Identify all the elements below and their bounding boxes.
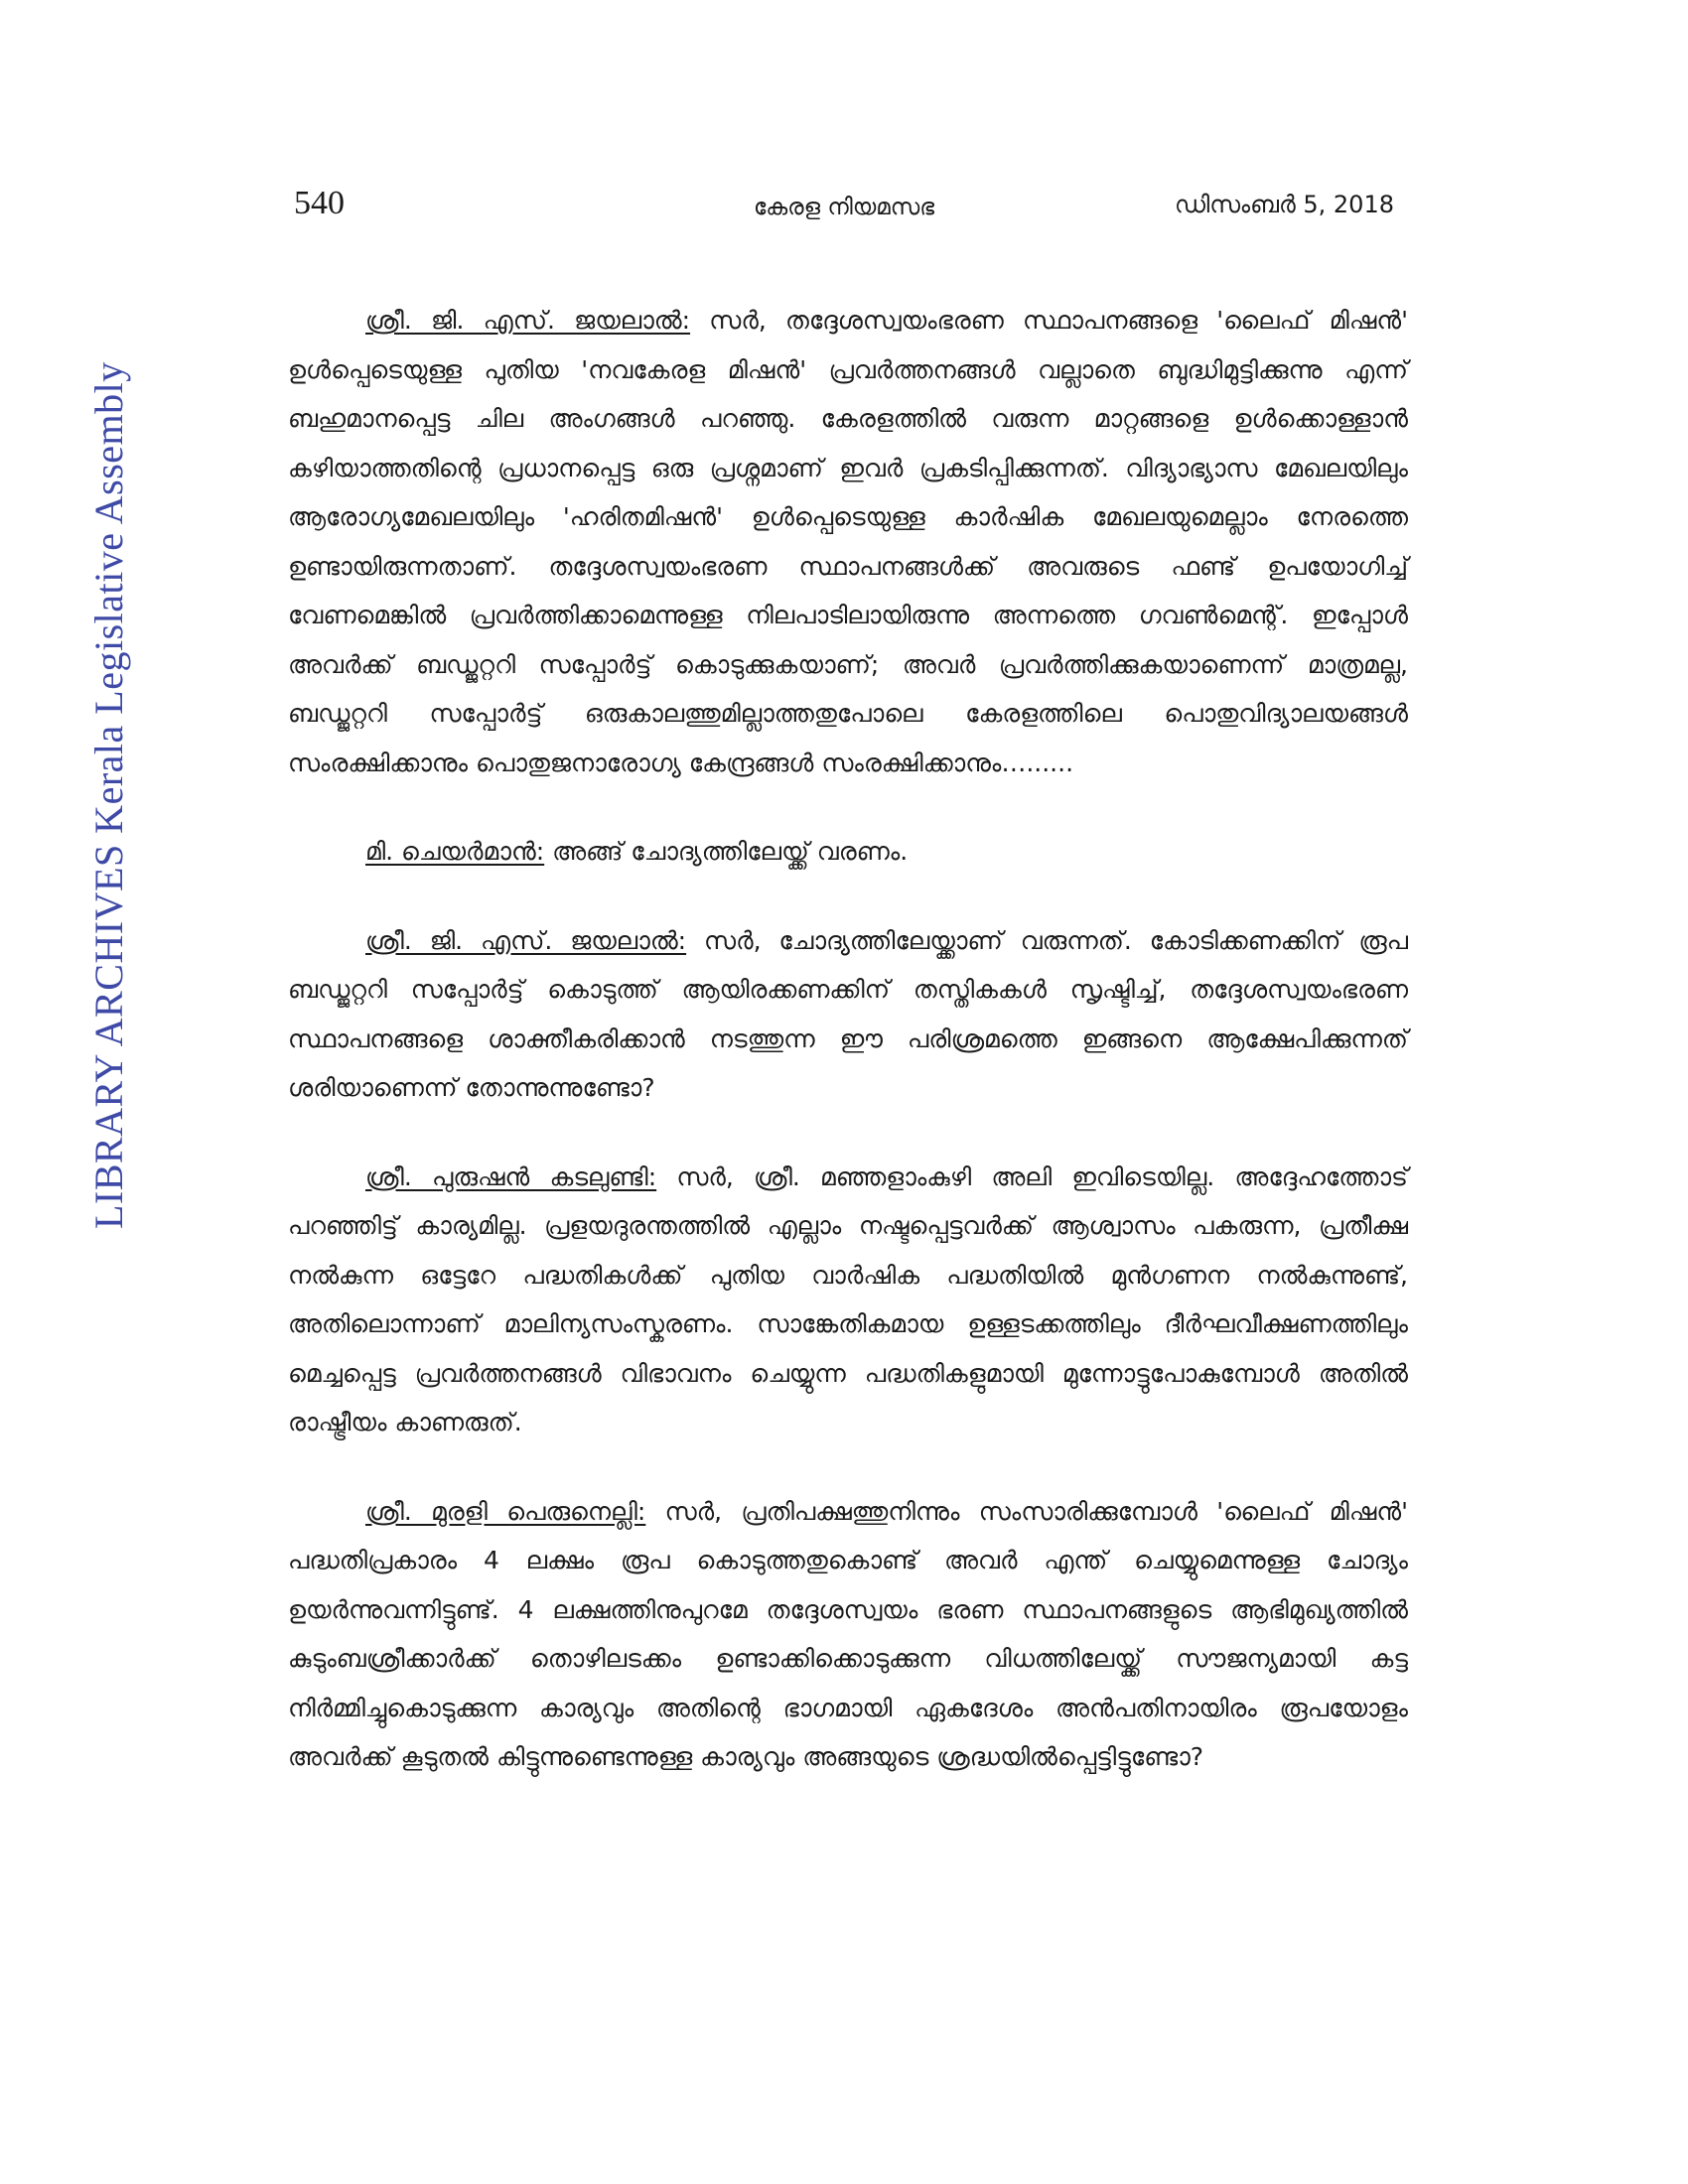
speaker-name: ശ്രീ. പുരുഷൻ കടലുണ്ടി:	[365, 1161, 657, 1191]
speaker-name: മി. ചെയർമാൻ:	[365, 837, 545, 866]
paragraph-jayalal-1	[288, 296, 1408, 787]
speech-text: സർ, തദ്ദേശസ്വയംഭരണ സ്ഥാപനങ്ങളെ 'ലൈഫ് മിഷൻ' ഉൾപ്പെടെയുള്ള പുതിയ 'നവകേരള മിഷൻ' പ്രവർത്തനങ്ങൾ വല്ലാതെ ബുദ്ധിമുട്ടിക്കുന്നു എന്ന് ബഹുമാനപ്പെട്ട ചില അംഗങ്ങൾ പറഞ്ഞു. കേരളത്തിൽ വരുന്ന മാറ്റങ്ങളെ ഉൾക്കൊള്ളാൻ കഴിയാത്തതിന്റെ പ്രധാനപ്പെട്ട ഒരു പ്രശ്നമാണ് ഇവർ പ്രകടിപ്പിക്കുന്നത്. വിദ്യാഭ്യാസ മേഖലയിലും ആരോഗ്യമേഖലയിലും 'ഹരിതമിഷൻ' ഉൾപ്പെടെയുള്ള കാർഷിക മേഖലയുമെല്ലാം നേരത്തെ ഉണ്ടായിരുന്നതാണ്. തദ്ദേശസ്വയംഭരണ സ്ഥാപനങ്ങൾക്ക് അവരുടെ ഫണ്ട് ഉപയോഗിച്ച് വേണമെങ്കിൽ പ്രവർത്തിക്കാമെന്നുള്ള നിലപാടിലായിരുന്നു അന്നത്തെ ഗവൺമെന്റ്. ഇപ്പോൾ അവർക്ക് ബഡ്ജറ്ററി സപ്പോർട്ട് കൊടുക്കുകയാണ്; അവർ പ്രവർത്തിക്കുകയാണെന്ന് മാത്രമല്ല, ബഡ്ജറ്ററി സപ്പോർട്ട് ഒരുകാലത്തുമില്ലാത്തതുപോലെ കേരളത്തിലെ പൊതുവിദ്യാലയങ്ങൾ സംരക്ഷിക്കാനും പൊതുജനാരോഗ്യ കേന്ദ്രങ്ങൾ സംരക്ഷിക്കാനും…......	[288, 306, 1408, 777]
speaker-name: ശ്രീ. ജി. എസ്. ജയലാൽ:	[365, 306, 691, 335]
speech-text: സർ, ചോദ്യത്തിലേയ്ക്കാണ് വരുന്നത്. കോടിക്കണക്കിന് രൂപ ബഡ്ജറ്ററി സപ്പോർട്ട് കൊടുത്ത് ആയിരക്കണക്കിന് തസ്തികകൾ സൃഷ്ടിച്ച്, തദ്ദേശസ്വയംഭരണ സ്ഥാപനങ്ങളെ ശാക്തീകരിക്കാൻ നടത്തുന്ന ഈ പരിശ്രമത്തെ ഇങ്ങനെ ആക്ഷേപിക്കുന്നത് ശരിയാണെന്ന് തോന്നുന്നുണ്ടോ?	[288, 925, 1408, 1102]
paragraph-murali	[288, 1487, 1408, 1782]
speech-text: സർ, പ്രതിപക്ഷത്തുനിന്നും സംസാരിക്കുമ്പോൾ 'ലൈഫ് മിഷൻ' പദ്ധതിപ്രകാരം 4 ലക്ഷം രൂപ കൊടുത്തതുകൊണ്ട് അവർ എന്ത് ചെയ്യുമെന്നുള്ള ചോദ്യം ഉയർന്നുവന്നിട്ടുണ്ട്. 4 ലക്ഷത്തിനുപുറമേ തദ്ദേശസ്വയം ഭരണ സ്ഥാപനങ്ങളുടെ ആഭിമുഖ്യത്തിൽ കുടുംബശ്രീക്കാർക്ക് തൊഴിലടക്കം ഉണ്ടാക്കിക്കൊടുക്കുന്ന വിധത്തിലേയ്ക്ക് സൗജന്യമായി കട്ട നിർമ്മിച്ചുകൊടുക്കുന്ന കാര്യവും അതിന്റെ ഭാഗമായി ഏകദേശം അൻപതിനായിരം രൂപയോളം അവർക്ക് കൂടുതൽ കിട്ടുന്നുണ്ടെന്നുള്ള കാര്യവും അങ്ങയുടെ ശ്രദ്ധയിൽപ്പെട്ടിട്ടുണ്ടോ?	[288, 1496, 1409, 1771]
running-title: കേരള നിയമസഭ	[753, 195, 935, 220]
speech-text: സർ, ശ്രീ. മഞ്ഞളാംകുഴി അലി ഇവിടെയില്ല. അദ്ദേഹത്തോട് പറഞ്ഞിട്ട് കാര്യമില്ല. പ്രളയദുരന്തത്തിൽ എല്ലാം നഷ്ടപ്പെട്ടവർക്ക് ആശ്വാസം പകരുന്ന, പ്രതീക്ഷ നൽകുന്ന ഒട്ടേറേ പദ്ധതികൾക്ക് പുതിയ വാർഷിക പദ്ധതിയിൽ മുൻഗണന നൽകുന്നുണ്ട്, അതിലൊന്നാണ് മാലിന്യസംസ്കരണം. സാങ്കേതികമായ ഉള്ളടക്കത്തിലും ദീർഘവീക്ഷണത്തിലും മെച്ചപ്പെട്ട പ്രവർത്തനങ്ങൾ വിഭാവനം ചെയ്യുന്ന പദ്ധതികളുമായി മുന്നോട്ടുപോകുമ്പോൾ അതിൽ രാഷ്ട്രീയം കാണരുത്.	[288, 1161, 1408, 1436]
speaker-name: ശ്രീ. ജി. എസ്. ജയലാൽ:	[365, 925, 687, 955]
running-date: ഡിസംബർ 5, 2018	[1175, 191, 1394, 218]
paragraph-purushan	[288, 1153, 1408, 1447]
proceedings-body	[288, 296, 1408, 1822]
page-number: 540	[294, 185, 345, 221]
speaker-name: ശ്രീ. മുരളി പെരുനെല്ലി:	[365, 1496, 646, 1526]
archive-watermark: LIBRARY ARCHIVES Kerala Legislative Assembly	[86, 361, 131, 1229]
speech-text: അങ്ങ് ചോദ്യത്തിലേയ്ക്ക് വരണം.	[544, 837, 909, 866]
paragraph-chairman	[288, 827, 1408, 877]
paragraph-jayalal-2	[288, 916, 1408, 1113]
